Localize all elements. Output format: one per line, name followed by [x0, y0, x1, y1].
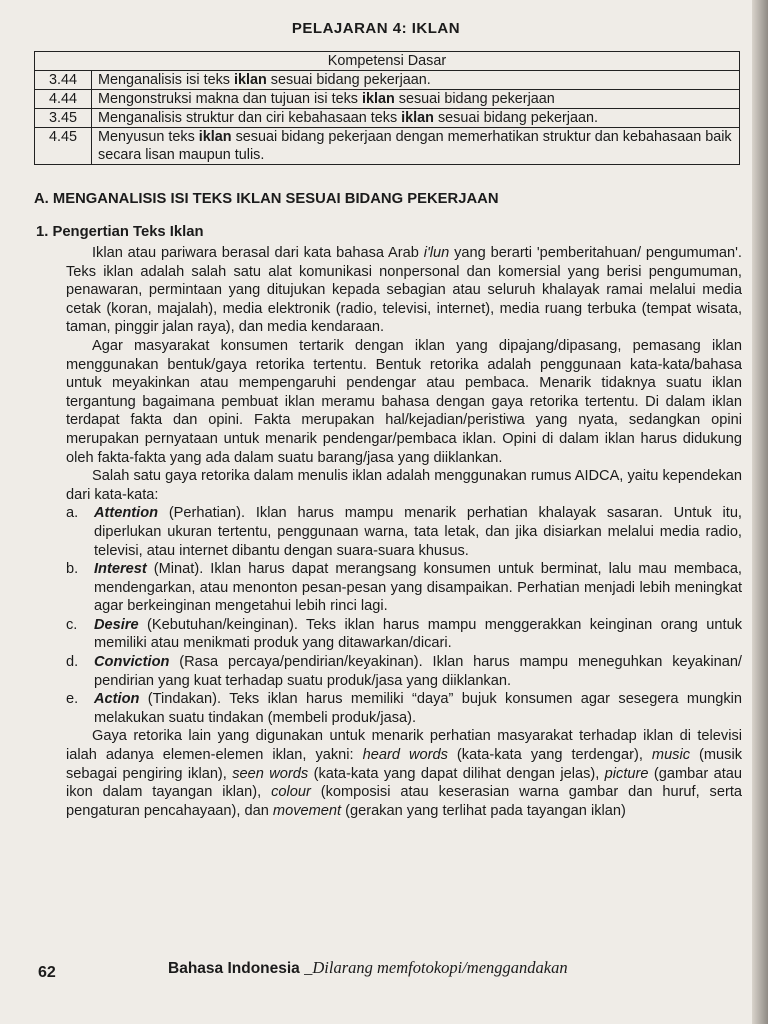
list-item: b. Interest (Minat). Iklan harus dapat merangsang konsumen untuk berminat, lalu mau membaca, mendengarkan, atau menonton pesan-pesan yang disampaikan. Perhatian menjadi lebih meningkat agar berkeinginan mengetahui lebih rinci lagi.	[66, 561, 742, 615]
competency-text: Menganalisis isi teks iklan sesuai bidang pekerjaan.	[92, 71, 740, 90]
table-row	[35, 128, 740, 165]
lesson-title: PELAJARAN 4: IKLAN	[291, 20, 461, 37]
list-item: d. Conviction (Rasa percaya/pendirian/keyakinan). Iklan harus mampu meneguhkan keyakinan/ pendirian yang kuat terhadap suatu produk/jasa yang diiklankan.	[66, 654, 742, 689]
copy-warning: _Dilarang memfotokopi/menggandakan	[304, 958, 568, 977]
competency-code: 3.45	[35, 109, 92, 128]
paragraph-rhetoric: Agar masyarakat konsumen tertarik dengan iklan yang dipajang/dipasang, pemasang iklan menggunakan bentuk/gaya retorika tertentu. Bentuk retorika adalah penggunaan kata-kata/bahasa untuk meyakinkan atau mempengaruhi pendengar atau pembaca. Menarik tidaknya suatu iklan tergantung bagaimana pembuat iklan meramu bahasa dengan gaya retorika tertentu. Di dalam iklan terdapat fakta dan opini. Fakta merupakan hal/kejadian/peristiwa yang nyata, sedangkan opini merupakan pernyataan untuk menarik pendengar/pembaca iklan. Opini di dalam iklan harus didukung oleh fakta-fakta yang ada dalam suatu barang/jasa yang diiklankan.	[66, 337, 742, 466]
competency-code: 4.45	[35, 128, 92, 165]
competency-table	[34, 51, 740, 165]
subsection-heading: 1. Pengertian Teks Iklan	[36, 224, 204, 240]
footer-text	[168, 958, 568, 978]
page-number: 62	[38, 964, 56, 981]
competency-text: Mengonstruksi makna dan tujuan isi teks iklan sesuai bidang pekerjaan	[92, 90, 740, 109]
book-title: Bahasa Indonesia	[168, 960, 305, 977]
competency-text: Menyusun teks iklan sesuai bidang pekerjaan dengan memerhatikan struktur dan kebahasaan baik secara lisan maupun tulis.	[92, 128, 740, 165]
paragraph-aidca-intro: Salah satu gaya retorika dalam menulis iklan adalah menggunakan rumus AIDCA, yaitu kependekan dari kata-kata:	[66, 468, 742, 503]
competency-code: 3.44	[35, 71, 92, 90]
competency-table-heading: Kompetensi Dasar	[35, 52, 740, 71]
competency-code: 4.44	[35, 90, 92, 109]
list-item: a. Attention (Perhatian). Iklan harus mampu menarik perhatian khalayak sasaran. Untuk itu, diperlukan ukuran tertentu, penggunaan warna, tata letak, dan jika disiarkan melalui media radio, televisi, atau internet dibantu dengan suara-suara khusus.	[66, 505, 742, 559]
paragraph-elements: Gaya retorika lain yang digunakan untuk menarik perhatian masyarakat terhadap iklan di televisi ialah adanya elemen-elemen iklan, yakni: heard words (kata-kata yang terdengar), music (musik sebagai pengiring iklan), seen words (kata-kata yang dapat dilihat dengan jelas), picture (gambar atau ikon dalam tayangan iklan), colour (komposisi atau keserasian warna gambar dan huruf, serta pengaturan pencahayaan), dan movement (gerakan yang terlihat pada tayangan iklan)	[66, 728, 743, 819]
list-item: c. Desire (Kebutuhan/keinginan). Teks iklan harus mampu menggerakkan keinginan orang untuk memiliki atau menikmati produk yang ditawarkan/dicari.	[66, 616, 742, 652]
book-spine	[752, 0, 768, 1024]
aidca-list	[66, 504, 742, 727]
table-row	[35, 71, 740, 90]
section-heading: A. MENGANALISIS ISI TEKS IKLAN SESUAI BIDANG PEKERJAAN	[34, 191, 499, 207]
table-row	[35, 109, 740, 128]
body-text	[66, 244, 742, 820]
table-row	[35, 90, 740, 109]
competency-text: Menganalisis struktur dan ciri kebahasaan teks iklan sesuai bidang pekerjaan.	[92, 109, 740, 128]
list-item: e. Action (Tindakan). Teks iklan harus memiliki “daya” bujuk konsumen agar sesegera mungkin melakukan suatu tindakan (membeli produk/jasa).	[66, 691, 742, 726]
paragraph-definition: Iklan atau pariwara berasal dari kata bahasa Arab i'lun yang berarti 'pemberitahuan/ pengumuman'. Teks iklan adalah salah satu alat komunikasi nonpersonal dan komersial yang berisi pengumuman, penawaran, permintaan yang ditujukan kepada sebagian atau seluruh khalayak ramai melalui media cetak (koran, majalah), media elektronik (radio, televisi, internet), media ruang terbuka (tempat wisata, taman, pinggir jalan raya), dan media kendaraan.	[66, 245, 742, 336]
